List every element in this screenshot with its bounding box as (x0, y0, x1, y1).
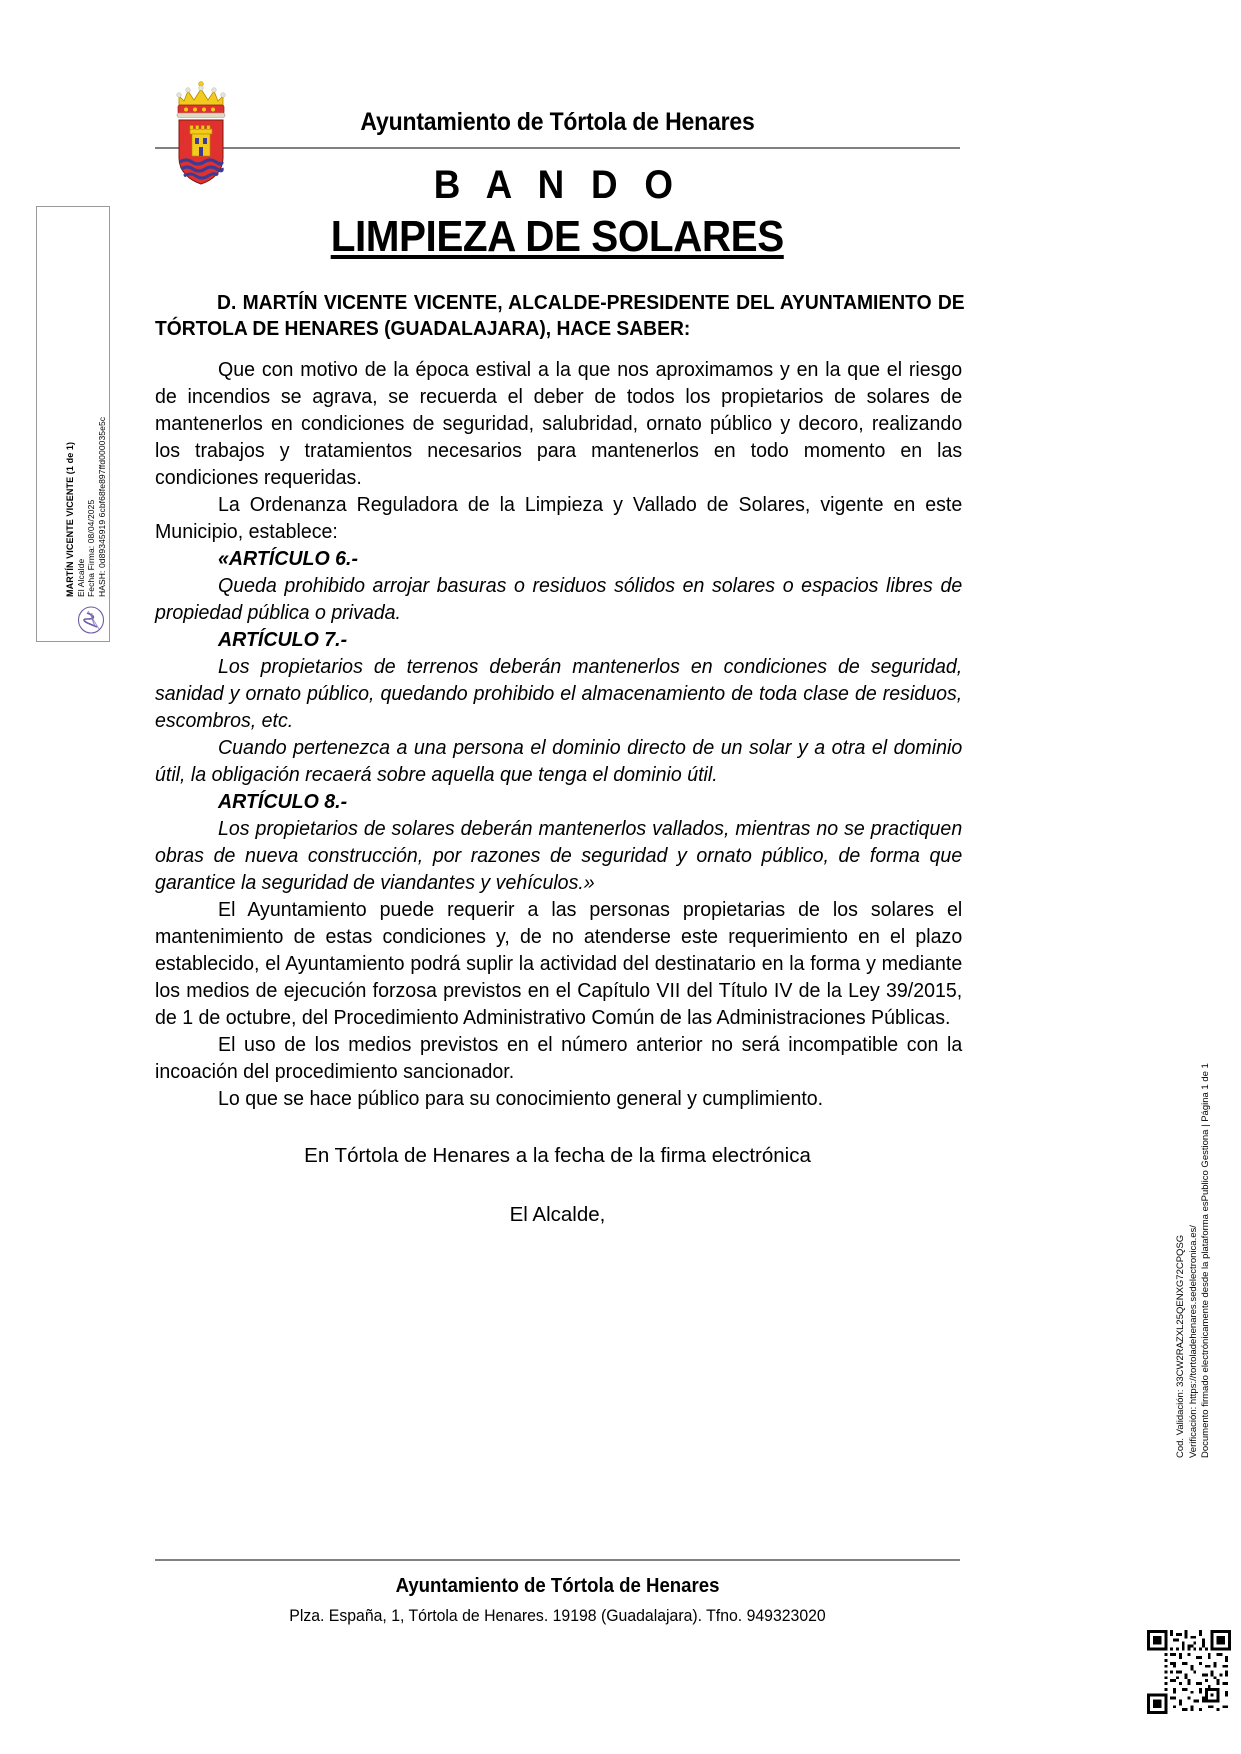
crest-row (155, 0, 960, 112)
body-paragraph: Cuando pertenezca a una persona el dominio directo de un solar y a otra el dominio útil, la obligación recaerá sobre aquella que tenga el dominio útil. (155, 736, 963, 786)
intro-statement: D. MARTÍN VICENTE VICENTE, ALCALDE-PRESIDENTE DEL AYUNTAMIENTO DE TÓRTOLA DE HENARES (GUADALAJARA), HACE SABER: (155, 291, 965, 340)
body-paragraph: Que con motivo de la época estival a la que nos aproximamos y en la que el riesgo de incendios se agrava, se recuerda el deber de todos los propietarios de solares de mantenerlos en condiciones de seguridad, salubridad, ornato público y decoro, realizando los trabajos y tratamientos necesarios para mantenerlos en todo momento en las condiciones requeridas. (155, 358, 963, 489)
validation-code: Cod. Validación: 33CW2RAZXL25QENXG72CPQSG (1175, 1234, 1186, 1458)
signature-hash: HASH: 0d89345919 6cbf68fe897ffd000035e5c (96, 416, 107, 597)
document-page (155, 0, 965, 1754)
page-footer (155, 1559, 960, 1626)
article-heading: ARTÍCULO 7.- (218, 628, 348, 651)
verification-url[interactable]: Verificación: https://tortoladehenares.sedelectronica.es/ (1187, 1225, 1199, 1458)
signature-role: El Alcalde (75, 558, 86, 597)
signature-date: Fecha Firma: 08/04/2025 (86, 499, 96, 597)
body-paragraph: El Ayuntamiento puede requerir a las personas propietarias de los solares el mantenimiento de estas condiciones y, de no atenderse este requerimiento en el plazo establecido, el Ayuntamiento podrá suplir la actividad del destinatario en la forma y mediante los medios de ejecución forzosa previstos en el Capítulo VII del Título IV de la Ley 39/2015, de 1 de octubre, del Procedimiento Administrativo Común de las Administraciones Públicas. (155, 898, 963, 1029)
signature-signer-name: MARTÍN VICENTE VICENTE (1 de 1) (65, 441, 75, 597)
article-heading: «ARTÍCULO 6.- (218, 547, 358, 570)
document-type-title: B A N D O (433, 163, 682, 207)
platform-note: Documento firmado electrónicamente desde la plataforma esPublico Gestiona | Página 1 de 1 (1200, 1063, 1211, 1458)
validation-sidebar (1175, 900, 1237, 1460)
signature-place-date: En Tórtola de Henares a la fecha de la firma electrónica (304, 1144, 811, 1167)
signature-role-line: El Alcalde, (509, 1203, 606, 1226)
article-heading: ARTÍCULO 8.- (218, 790, 348, 813)
subject-title-wrap (155, 212, 960, 262)
body-paragraph: Lo que se hace público para su conocimiento general y cumplimiento. (218, 1087, 824, 1110)
qr-code-icon[interactable] (1147, 1630, 1231, 1714)
header-divider (155, 147, 960, 149)
body-paragraph: Los propietarios de solares deberán mantenerlos vallados, mientras no se practiquen obras de nueva construcción, por razones de seguridad y ornato público, de forma que garantice la seguridad de viandantes y vehículos.» (155, 817, 963, 894)
page-title: Ayuntamiento de Tórtola de Henares (360, 108, 755, 136)
signature-stamp-icon (76, 605, 106, 635)
body-paragraph: La Ordenanza Reguladora de la Limpieza y Vallado de Solares, vigente en este Municipio, establece: (155, 493, 963, 543)
document-body (155, 356, 963, 1112)
body-paragraph: Queda prohibido arrojar basuras o residuos sólidos en solares o espacios libres de propiedad pública o privada. (155, 574, 963, 624)
body-paragraph: Los propietarios de terrenos deberán mantenerlos en condiciones de seguridad, sanidad y ornato público, quedando prohibido el almacenamiento de toda clase de residuos, escombros, etc. (155, 655, 963, 732)
body-paragraph: El uso de los medios previstos en el número anterior no será incompatible con la incoación del procedimiento sancionador. (155, 1033, 963, 1083)
footer-address: Plza. España, 1, Tórtola de Henares. 19198 (Guadalajara). Tfno. 949323020 (289, 1606, 826, 1625)
footer-organization: Ayuntamiento de Tórtola de Henares (395, 1575, 720, 1597)
subject-title: LIMPIEZA DE SOLARES (330, 212, 785, 261)
signature-sidebar (36, 206, 110, 642)
footer-divider (155, 1559, 960, 1561)
